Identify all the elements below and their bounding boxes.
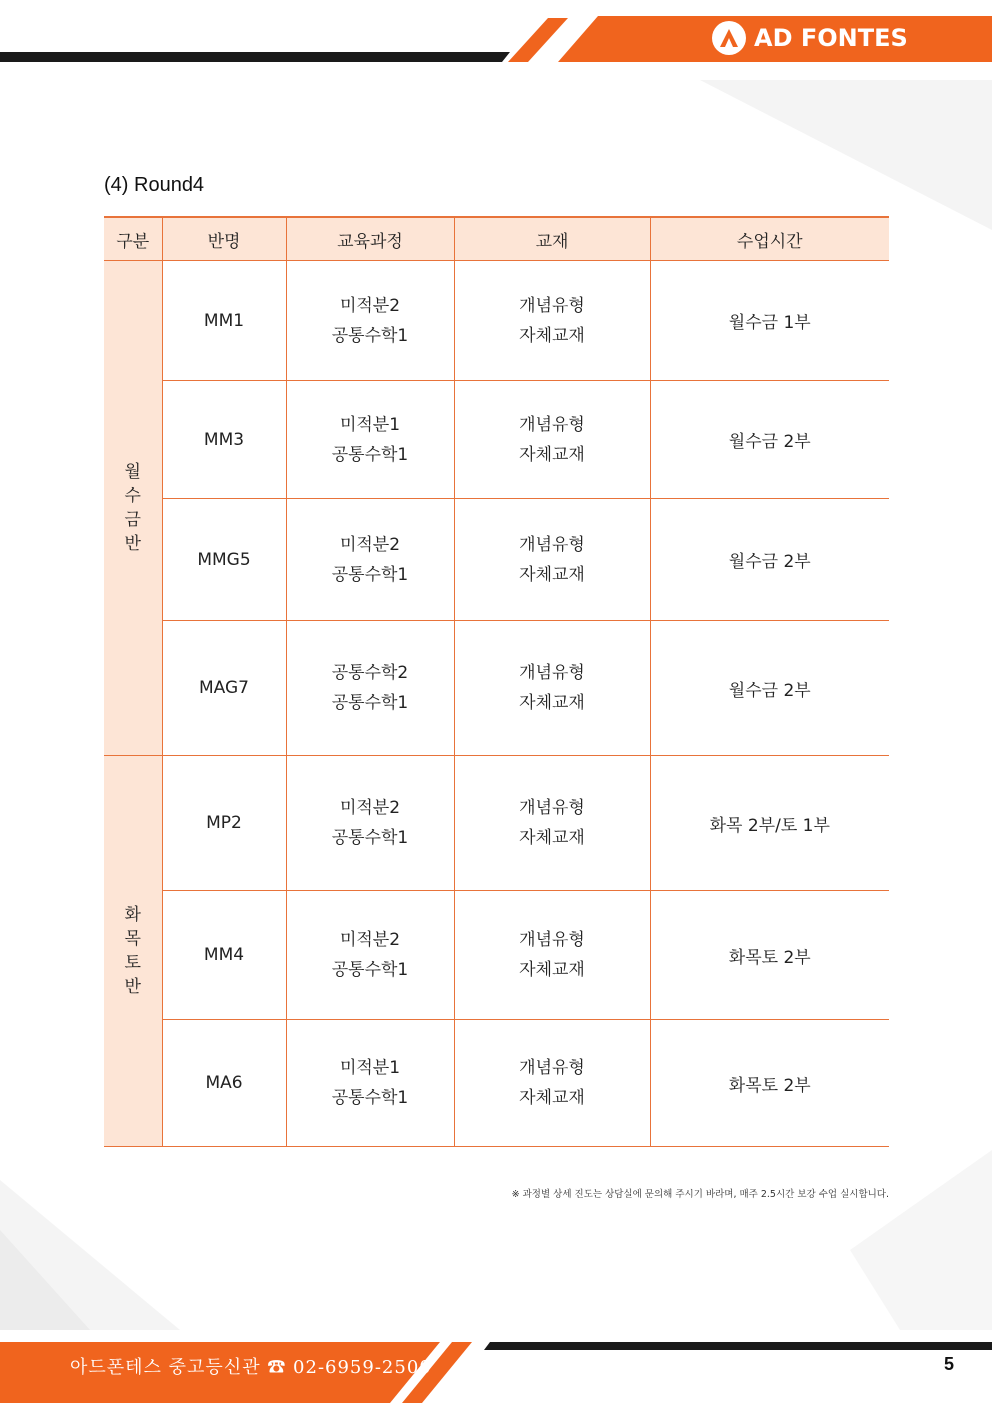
curriculum-cell: 미적분1 공통수학1 (286, 381, 454, 499)
curriculum-cell: 미적분1 공통수학1 (286, 1020, 454, 1147)
class-time: 화목토 2부 (650, 1020, 889, 1147)
page-number: 5 (944, 1354, 955, 1374)
curriculum-cell: 공통수학2 공통수학1 (286, 621, 454, 756)
table-row (104, 756, 889, 891)
header-textbook: 교재 (454, 217, 650, 261)
section-title: (4) Round4 (104, 174, 205, 196)
group-label: 화목토반 (104, 756, 162, 1147)
class-time: 월수금 1부 (650, 261, 889, 381)
class-name: MP2 (162, 756, 286, 891)
table-row (104, 381, 889, 499)
textbook-cell: 개념유형 자체교재 (454, 756, 650, 891)
curriculum-cell: 미적분2 공통수학1 (286, 261, 454, 381)
footnote: ※ 과정별 상세 진도는 상담실에 문의해 주시기 바라며, 매주 2.5시간 보강 수업 실시합니다. (511, 1189, 889, 1200)
class-name: MA6 (162, 1020, 286, 1147)
brand-name: AD FONTES (754, 24, 908, 52)
class-name: MM4 (162, 891, 286, 1020)
schedule-table (104, 216, 889, 1147)
header-curriculum: 교육과정 (286, 217, 454, 261)
class-time: 화목 2부/토 1부 (650, 756, 889, 891)
textbook-cell: 개념유형 자체교재 (454, 891, 650, 1020)
class-time: 화목토 2부 (650, 891, 889, 1020)
table-row (104, 621, 889, 756)
header-class-name: 반명 (162, 217, 286, 261)
table-row (104, 499, 889, 621)
logo-icon (712, 21, 746, 55)
brand-logo (712, 20, 908, 56)
curriculum-cell: 미적분2 공통수학1 (286, 891, 454, 1020)
class-name: MAG7 (162, 621, 286, 756)
curriculum-cell: 미적분2 공통수학1 (286, 499, 454, 621)
textbook-cell: 개념유형 자체교재 (454, 261, 650, 381)
group-label: 월수금반 (104, 261, 162, 756)
textbook-cell: 개념유형 자체교재 (454, 499, 650, 621)
class-name: MM1 (162, 261, 286, 381)
textbook-cell: 개념유형 자체교재 (454, 381, 650, 499)
table-header-row (104, 217, 889, 261)
table-row (104, 261, 889, 381)
table-row (104, 1020, 889, 1147)
class-time: 월수금 2부 (650, 381, 889, 499)
footer-contact: 아드폰테스 중고등신관 ☎ 02-6959-2500 (70, 1357, 432, 1378)
table-row (104, 891, 889, 1020)
class-time: 월수금 2부 (650, 621, 889, 756)
class-name: MMG5 (162, 499, 286, 621)
header-category: 구분 (104, 217, 162, 261)
textbook-cell: 개념유형 자체교재 (454, 621, 650, 756)
textbook-cell: 개념유형 자체교재 (454, 1020, 650, 1147)
header-class-time: 수업시간 (650, 217, 889, 261)
curriculum-cell: 미적분2 공통수학1 (286, 756, 454, 891)
class-name: MM3 (162, 381, 286, 499)
class-time: 월수금 2부 (650, 499, 889, 621)
